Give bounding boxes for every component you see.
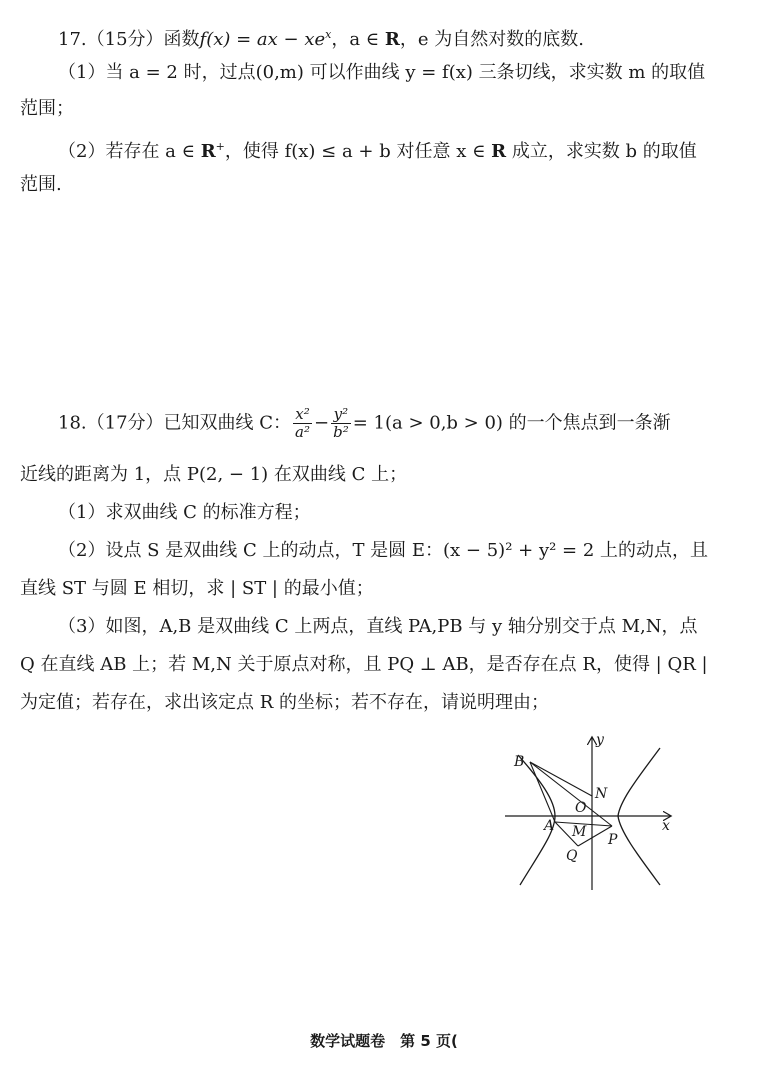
label-O: O [575, 800, 587, 816]
hyperbola-figure [500, 730, 680, 895]
q18-part1: （1）求双曲线 C 的标准方程； [58, 502, 311, 523]
label-y: y [596, 732, 604, 748]
q17-line-1 [58, 22, 748, 53]
q17-part2-pre: （2）若存在 a ∈ [58, 141, 201, 162]
q18-part3-line-1: （3）如图，A,B 是双曲线 C 上两点，直线 PA,PB 与 y 轴分别交于点 M,N，点 [58, 616, 698, 637]
label-x: x [662, 818, 670, 834]
q17-part1-line-1: （1）当 a = 2 时，过点(0,m) 可以作曲线 y = f(x) 三条切线，求实数 m 的取值 [58, 62, 706, 83]
line-BN [530, 762, 592, 796]
page-footer: 数学试题卷 第 5 页( [310, 1032, 458, 1050]
q18-part2-line-2: 直线 ST 与圆 E 相切，求 | ST | 的最小值； [20, 578, 374, 599]
q18-frac-x [293, 406, 312, 441]
label-N: N [595, 786, 608, 802]
q18-minus: − [314, 412, 330, 434]
q17-part2-line-2: 范围. [20, 174, 62, 195]
q17-part2-mid: ，使得 f(x) ≤ a + b 对任意 x ∈ [224, 141, 492, 162]
q18-line-1 [58, 406, 748, 441]
line-AB [530, 762, 555, 822]
q17-head: 17.（15分）函数 [58, 29, 200, 50]
q17-part1-line-2: 范围； [20, 98, 74, 119]
label-P: P [608, 832, 618, 848]
q18-frac-x-num: x² [293, 406, 312, 424]
label-Q: Q [566, 848, 578, 864]
q17-part2-real-set: R [200, 141, 216, 162]
q17-part2-line-1 [58, 134, 748, 165]
q18-head-tail: = 1(a > 0,b > 0) 的一个焦点到一条渐 [352, 412, 671, 434]
q18-part3-line-2: Q 在直线 AB 上；若 M,N 关于原点对称，且 PQ ⊥ AB，是否存在点 R，使得 | QR | [20, 654, 708, 675]
q17-func-sup: x [325, 28, 332, 41]
q18-frac-y [331, 406, 351, 441]
q17-func: f(x) = ax − xe [199, 29, 326, 50]
q17-part2-real-set-sup: + [215, 140, 225, 153]
q18-head: 18.（17分）已知双曲线 C： [58, 412, 292, 434]
label-A: A [544, 818, 555, 834]
q17-part2-real-set-2: R [491, 141, 507, 162]
q18-frac-y-den: b² [333, 423, 349, 441]
q18-part2-line-1: （2）设点 S 是双曲线 C 上的动点，T 是圆 E：(x − 5)² + y² = 2 上的动点，且 [58, 540, 709, 561]
q18-line-2: 近线的距离为 1，点 P(2, − 1) 在双曲线 C 上； [20, 464, 408, 485]
q17-real-set: R [384, 29, 400, 50]
label-B: B [514, 754, 525, 770]
q17-tail-pre: ，a ∈ [331, 29, 385, 50]
q17-part2-tail: 成立，求实数 b 的取值 [506, 141, 697, 162]
q17-tail: ，e 为自然对数的底数. [399, 29, 584, 50]
q18-frac-x-den: a² [295, 423, 310, 441]
label-M: M [572, 824, 587, 840]
q18-part3-line-3: 为定值；若存在，求出该定点 R 的坐标；若不存在，请说明理由； [20, 692, 549, 713]
q18-frac-y-num: y² [331, 406, 351, 424]
